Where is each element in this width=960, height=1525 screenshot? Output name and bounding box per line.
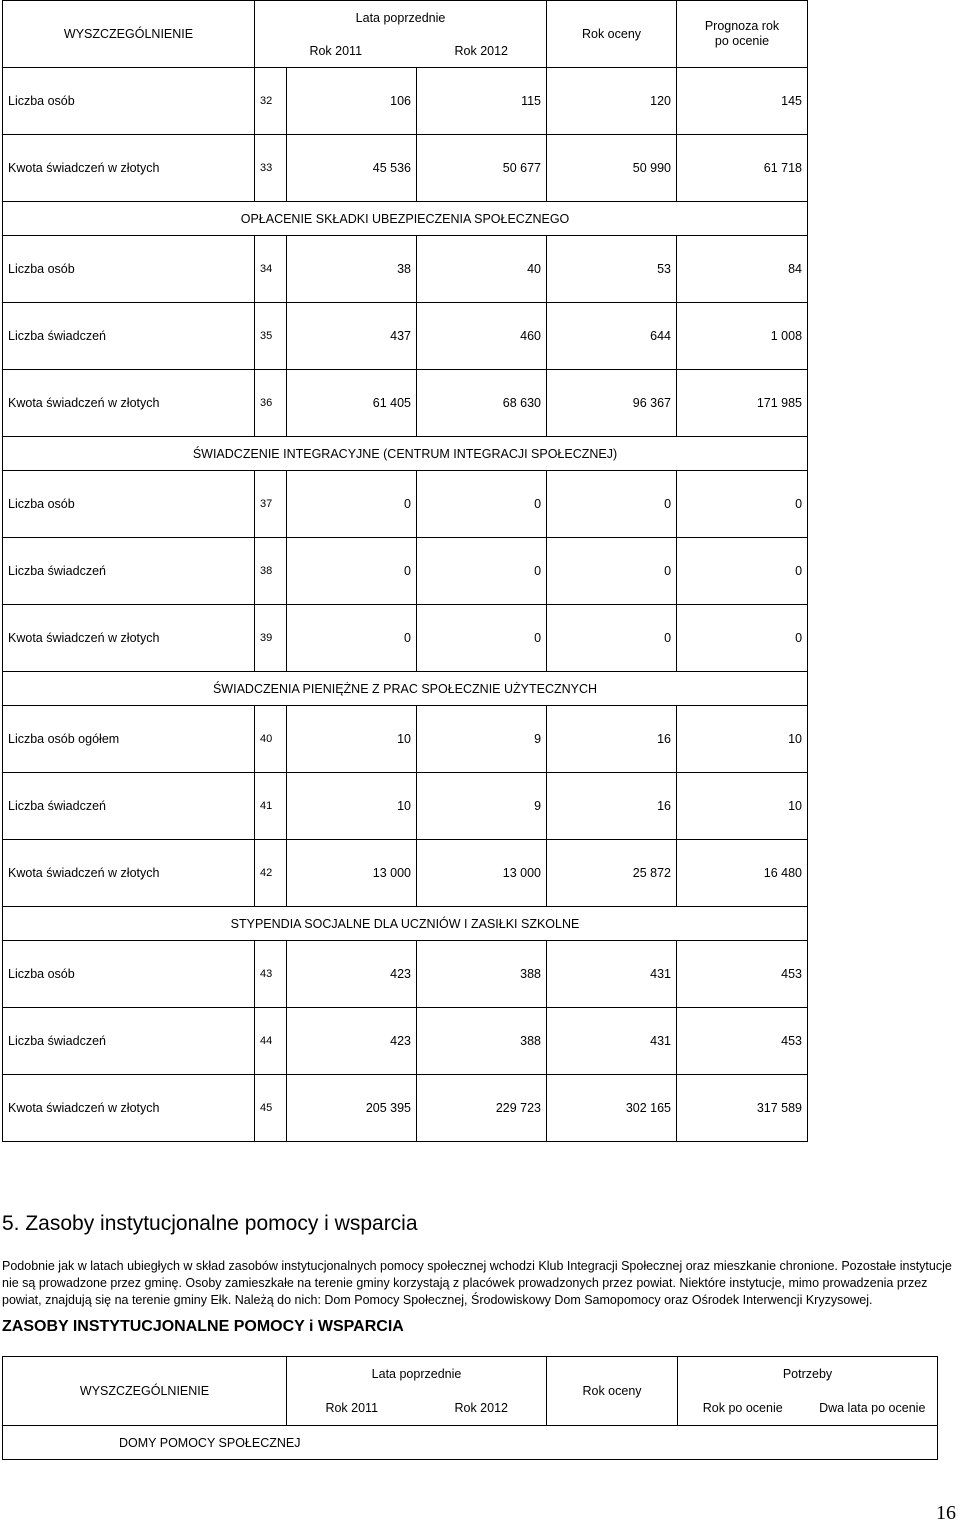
value-2012: 115 — [417, 68, 547, 135]
section-subheading: ZASOBY INSTYTUCJONALNE POMOCY i WSPARCIA — [2, 1318, 404, 1335]
value-2012: 0 — [417, 605, 547, 672]
row-label: Kwota świadczeń w złotych — [3, 605, 255, 672]
row-number: 33 — [255, 135, 287, 202]
row-label: Liczba osób — [3, 471, 255, 538]
value-2011: 10 — [287, 773, 417, 840]
value-forecast: 10 — [677, 773, 808, 840]
section-row — [3, 202, 808, 236]
value-2012: 68 630 — [417, 370, 547, 437]
header-forecast: Prognoza rok po ocenie — [677, 1, 808, 68]
value-2011: 437 — [287, 303, 417, 370]
value-assessment-year: 53 — [547, 236, 677, 303]
header-year-2011: Rok 2011 — [255, 35, 417, 68]
section-paragraph: Podobnie jak w latach ubiegłych w skład zasobów instytucjonalnych pomocy społecznej wchodzi Klub Integracji Społecznej oraz mieszkanie chronione. Pozostałe instytucje nie są prowadzone przez gminę. Osoby zamieszkałe na terenie gminy korzystają z placówek prowadzonych przez powiat. Niektóre instytucje, mimo prowadzenia przez powiat, znajdują się na terenie gminy Ełk. Należą do nich: Dom Pomocy Społecznej, Środowiskowy Dom Samopomocy oraz Ośrodek Interwencji Kryzysowej. — [2, 1259, 952, 1307]
section-row — [3, 672, 808, 706]
value-assessment-year: 431 — [547, 1008, 677, 1075]
header-description: WYSZCZEGÓLNIENIE — [3, 1, 255, 68]
value-forecast: 1 008 — [677, 303, 808, 370]
page-number: 16 — [936, 1502, 956, 1524]
t2-header-needs-year2: Dwa lata po ocenie — [808, 1391, 938, 1426]
data-row — [3, 303, 808, 370]
row-number: 36 — [255, 370, 287, 437]
value-2011: 205 395 — [287, 1075, 417, 1142]
data-row — [3, 236, 808, 303]
value-2012: 0 — [417, 471, 547, 538]
value-2011: 0 — [287, 605, 417, 672]
row-label: Kwota świadczeń w złotych — [3, 1075, 255, 1142]
value-assessment-year: 431 — [547, 941, 677, 1008]
row-number: 35 — [255, 303, 287, 370]
value-2011: 38 — [287, 236, 417, 303]
row-number: 44 — [255, 1008, 287, 1075]
value-assessment-year: 0 — [547, 538, 677, 605]
t2-header-description: WYSZCZEGÓLNIENIE — [3, 1357, 287, 1426]
value-2012: 50 677 — [417, 135, 547, 202]
value-2011: 423 — [287, 941, 417, 1008]
value-assessment-year: 0 — [547, 471, 677, 538]
value-2012: 388 — [417, 941, 547, 1008]
row-number: 39 — [255, 605, 287, 672]
value-2012: 13 000 — [417, 840, 547, 907]
data-row — [3, 1075, 808, 1142]
value-2011: 45 536 — [287, 135, 417, 202]
value-assessment-year: 302 165 — [547, 1075, 677, 1142]
row-label: Kwota świadczeń w złotych — [3, 840, 255, 907]
value-forecast: 0 — [677, 538, 808, 605]
value-forecast: 145 — [677, 68, 808, 135]
row-number: 43 — [255, 941, 287, 1008]
value-2011: 61 405 — [287, 370, 417, 437]
row-label: Liczba świadczeń — [3, 773, 255, 840]
value-2011: 13 000 — [287, 840, 417, 907]
data-row — [3, 605, 808, 672]
value-2012: 0 — [417, 538, 547, 605]
row-number: 45 — [255, 1075, 287, 1142]
header-previous-years: Lata poprzednie — [255, 1, 547, 36]
value-2012: 40 — [417, 236, 547, 303]
header-year-2012: Rok 2012 — [417, 35, 547, 68]
value-2011: 423 — [287, 1008, 417, 1075]
row-number: 32 — [255, 68, 287, 135]
t2-header-needs-year1: Rok po ocenie — [678, 1391, 808, 1426]
value-2011: 0 — [287, 538, 417, 605]
value-forecast: 317 589 — [677, 1075, 808, 1142]
value-assessment-year: 16 — [547, 706, 677, 773]
section-row — [3, 907, 808, 941]
section-title-cell: ŚWIADCZENIE INTEGRACYJNE (CENTRUM INTEGRACJI SPOŁECZNEJ) — [3, 437, 808, 471]
value-assessment-year: 0 — [547, 605, 677, 672]
value-assessment-year: 16 — [547, 773, 677, 840]
institutions-table — [2, 1356, 938, 1460]
t2-header-year-2012: Rok 2012 — [417, 1391, 547, 1426]
row-label: Liczba świadczeń — [3, 303, 255, 370]
value-assessment-year: 644 — [547, 303, 677, 370]
value-2012: 9 — [417, 773, 547, 840]
data-row — [3, 538, 808, 605]
data-row — [3, 840, 808, 907]
data-row — [3, 1008, 808, 1075]
value-forecast: 0 — [677, 471, 808, 538]
t2-header-assessment-year: Rok oceny — [547, 1357, 678, 1426]
section-title-cell: OPŁACENIE SKŁADKI UBEZPIECZENIA SPOŁECZNEGO — [3, 202, 808, 236]
value-forecast: 171 985 — [677, 370, 808, 437]
value-forecast: 10 — [677, 706, 808, 773]
row-label: Kwota świadczeń w złotych — [3, 135, 255, 202]
data-row — [3, 773, 808, 840]
row-number: 41 — [255, 773, 287, 840]
value-forecast: 0 — [677, 605, 808, 672]
row-label: Liczba osób — [3, 68, 255, 135]
t2-section-filler — [547, 1426, 678, 1460]
row-number: 34 — [255, 236, 287, 303]
value-assessment-year: 120 — [547, 68, 677, 135]
value-2012: 460 — [417, 303, 547, 370]
t2-section-filler — [678, 1426, 808, 1460]
value-2011: 10 — [287, 706, 417, 773]
value-2011: 0 — [287, 471, 417, 538]
value-assessment-year: 50 990 — [547, 135, 677, 202]
value-2011: 106 — [287, 68, 417, 135]
row-number: 37 — [255, 471, 287, 538]
value-assessment-year: 25 872 — [547, 840, 677, 907]
row-label: Liczba świadczeń — [3, 1008, 255, 1075]
value-2012: 9 — [417, 706, 547, 773]
t2-header-previous-years: Lata poprzednie — [287, 1357, 547, 1392]
section-row — [3, 437, 808, 471]
row-label: Liczba osób ogółem — [3, 706, 255, 773]
t2-section-filler — [417, 1426, 547, 1460]
section-title-cell: ŚWIADCZENIA PIENIĘŻNE Z PRAC SPOŁECZNIE UŻYTECZNYCH — [3, 672, 808, 706]
row-number: 42 — [255, 840, 287, 907]
t2-header-needs: Potrzeby — [678, 1357, 938, 1392]
value-2012: 229 723 — [417, 1075, 547, 1142]
row-label: Liczba świadczeń — [3, 538, 255, 605]
data-row — [3, 135, 808, 202]
benefits-table — [2, 0, 808, 1142]
section-title: 5. Zasoby instytucjonalne pomocy i wsparcia — [2, 1212, 418, 1235]
row-label: Kwota świadczeń w złotych — [3, 370, 255, 437]
row-label: Liczba osób — [3, 941, 255, 1008]
data-row — [3, 471, 808, 538]
data-row — [3, 68, 808, 135]
value-assessment-year: 96 367 — [547, 370, 677, 437]
data-row — [3, 941, 808, 1008]
value-forecast: 16 480 — [677, 840, 808, 907]
t2-section-filler — [808, 1426, 938, 1460]
row-number: 38 — [255, 538, 287, 605]
data-row — [3, 706, 808, 773]
header-assessment-year: Rok oceny — [547, 1, 677, 68]
row-label: Liczba osób — [3, 236, 255, 303]
row-number: 40 — [255, 706, 287, 773]
t2-section-row: DOMY POMOCY SPOŁECZNEJ — [3, 1426, 417, 1460]
data-row — [3, 370, 808, 437]
t2-header-year-2011: Rok 2011 — [287, 1391, 417, 1426]
value-forecast: 84 — [677, 236, 808, 303]
section-title-cell: STYPENDIA SOCJALNE DLA UCZNIÓW I ZASIŁKI SZKOLNE — [3, 907, 808, 941]
value-2012: 388 — [417, 1008, 547, 1075]
value-forecast: 61 718 — [677, 135, 808, 202]
value-forecast: 453 — [677, 1008, 808, 1075]
value-forecast: 453 — [677, 941, 808, 1008]
